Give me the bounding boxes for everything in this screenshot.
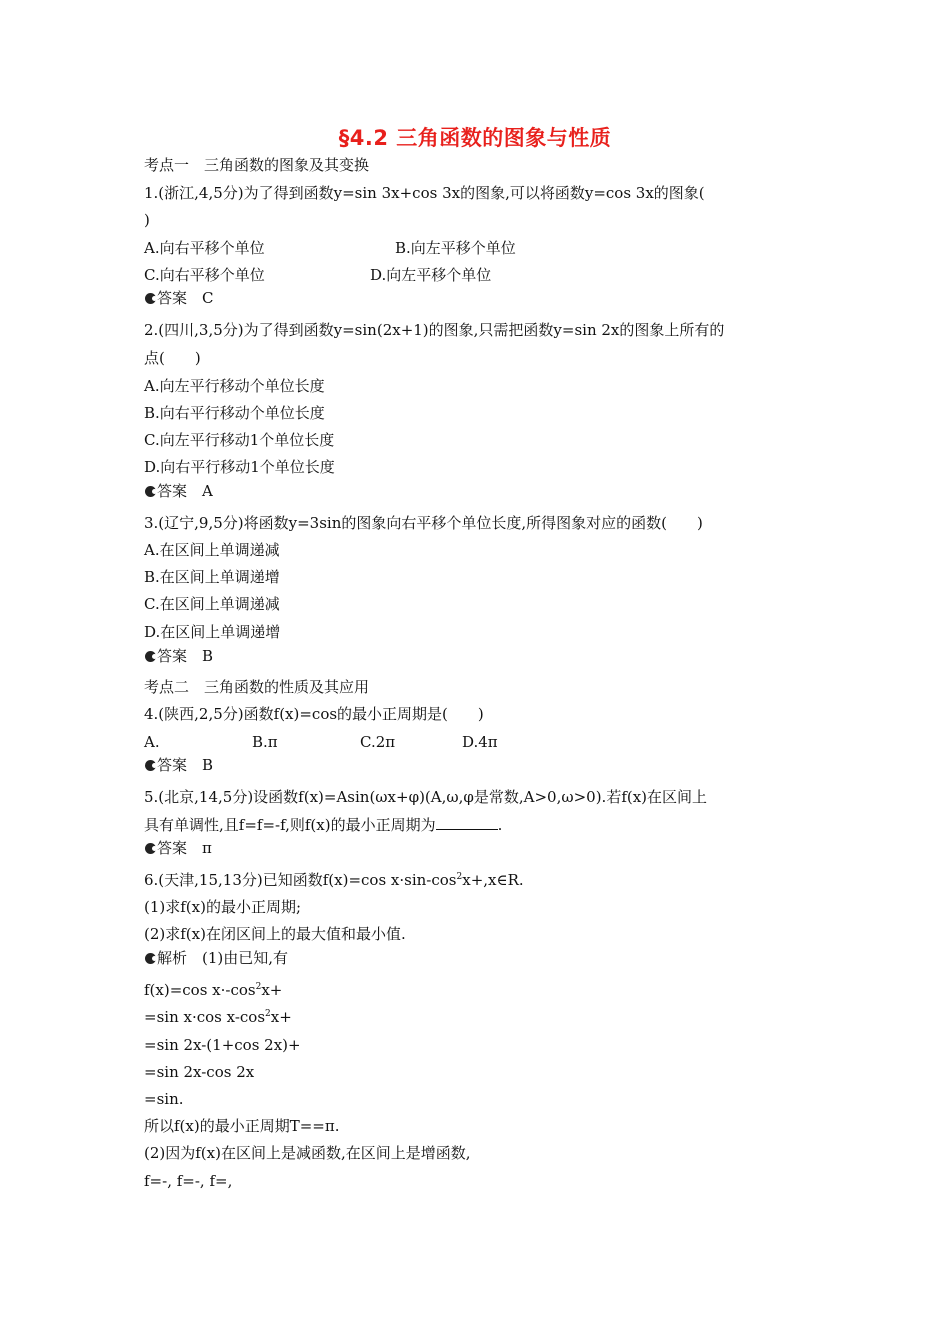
page-title: §4.2 三角函数的图象与性质 xyxy=(338,126,612,150)
q3-option-c: C.在区间上单调递减 xyxy=(144,595,280,613)
q1-option-a: A.向右平移个单位 xyxy=(144,239,265,257)
q3-stem-line1: 3.(辽宁,9,5分)将函数y=3sin的图象向右平移个单位长度,所得图象对应的函数( ) xyxy=(144,514,703,532)
q6-part-1: (1)求f(x)的最小正周期; xyxy=(144,898,302,916)
q2-option-a: A.向左平行移动个单位长度 xyxy=(144,377,325,395)
q3-answer-text: 答案 B xyxy=(157,647,214,665)
answer-icon xyxy=(145,486,156,497)
q6-step-1-end: x+ xyxy=(261,981,283,999)
q6-step-2-end: x+ xyxy=(270,1008,292,1026)
q4-option-d: D.4π xyxy=(462,733,498,751)
q5-stem-line1: 5.(北京,14,5分)设函数f(x)=Asin(ωx+φ)(A,ω,φ是常数,A>0,ω>0).若f(x)在区间上 xyxy=(144,788,708,806)
q2-answer xyxy=(144,481,213,501)
answer-blank xyxy=(436,815,498,830)
q4-answer-text: 答案 B xyxy=(157,756,214,774)
q6-step-4: =sin 2x-cos 2x xyxy=(144,1063,255,1081)
q1-answer-text: 答案 C xyxy=(157,289,214,307)
q1-answer xyxy=(144,288,213,308)
q2-option-c: C.向左平行移动1个单位长度 xyxy=(144,431,335,449)
q5-stem-line2-end: . xyxy=(497,816,503,834)
q6-part-2: (2)求f(x)在闭区间上的最大值和最小值. xyxy=(144,925,406,943)
q6-step-3: =sin 2x-(1+cos 2x)+ xyxy=(144,1036,301,1054)
q6-step-8: f=-, f=-, f=, xyxy=(144,1172,233,1190)
q2-answer-text: 答案 A xyxy=(157,482,213,500)
q6-step-1 xyxy=(144,980,282,1000)
q6-stem-text: 6.(天津,15,13分)已知函数f(x)=cos x·sin-cos xyxy=(144,871,457,889)
q3-answer xyxy=(144,646,213,666)
q5-answer xyxy=(144,838,212,858)
q4-stem-line1: 4.(陕西,2,5分)函数f(x)=cos的最小正周期是( ) xyxy=(144,705,484,723)
q6-step-2-text: =sin x·cos x-cos xyxy=(144,1008,266,1026)
q1-option-b: B.向左平移个单位 xyxy=(395,239,516,257)
q6-step-1-text: f(x)=cos x·-cos xyxy=(144,981,256,999)
q6-analysis xyxy=(144,948,288,968)
q6-step-2 xyxy=(144,1007,292,1027)
answer-icon xyxy=(145,651,156,662)
q2-option-d: D.向右平行移动1个单位长度 xyxy=(144,458,335,476)
q2-stem-line2: 点( ) xyxy=(144,349,201,367)
analysis-icon xyxy=(145,953,156,964)
q1-stem-line2: ) xyxy=(144,211,150,229)
answer-icon xyxy=(145,760,156,771)
q6-step-5: =sin. xyxy=(144,1090,184,1108)
q6-stem-text-end: x+,x∈R. xyxy=(462,871,524,889)
answer-icon xyxy=(145,843,156,854)
q1-stem-line1: 1.(浙江,4,5分)为了得到函数y=sin 3x+cos 3x的图象,可以将函数y=cos 3x的图象( xyxy=(144,184,705,202)
q3-option-a: A.在区间上单调递减 xyxy=(144,541,280,559)
q4-option-c: C.2π xyxy=(360,733,396,751)
q3-option-b: B.在区间上单调递增 xyxy=(144,568,280,586)
q4-option-b: B.π xyxy=(252,733,278,751)
q4-answer xyxy=(144,755,213,775)
answer-icon xyxy=(145,293,156,304)
section-heading-2: 考点二 三角函数的性质及其应用 xyxy=(144,678,370,696)
q1-option-c: C.向右平移个单位 xyxy=(144,266,265,284)
q5-stem-line2-text: 具有单调性,且f=f=-f,则f(x)的最小正周期为 xyxy=(144,816,436,834)
q5-stem-line2 xyxy=(144,815,502,835)
q4-option-a: A. xyxy=(144,733,160,751)
q6-step-7: (2)因为f(x)在区间上是减函数,在区间上是增函数, xyxy=(144,1144,471,1162)
q3-option-d: D.在区间上单调递增 xyxy=(144,623,281,641)
q6-stem-line1 xyxy=(144,870,524,890)
q6-analysis-text: 解析 (1)由已知,有 xyxy=(157,949,289,967)
q2-option-b: B.向右平行移动个单位长度 xyxy=(144,404,325,422)
q2-stem-line1: 2.(四川,3,5分)为了得到函数y=sin(2x+1)的图象,只需把函数y=sin 2x的图象上所有的 xyxy=(144,321,725,339)
superscript: 2 xyxy=(255,982,262,992)
section-heading-1: 考点一 三角函数的图象及其变换 xyxy=(144,156,370,174)
superscript: 2 xyxy=(265,1009,271,1019)
superscript: 2 xyxy=(456,872,463,882)
q6-step-6: 所以f(x)的最小正周期T==π. xyxy=(144,1117,340,1135)
q1-option-d: D.向左平移个单位 xyxy=(370,266,492,284)
q5-answer-text: 答案 π xyxy=(157,839,212,857)
